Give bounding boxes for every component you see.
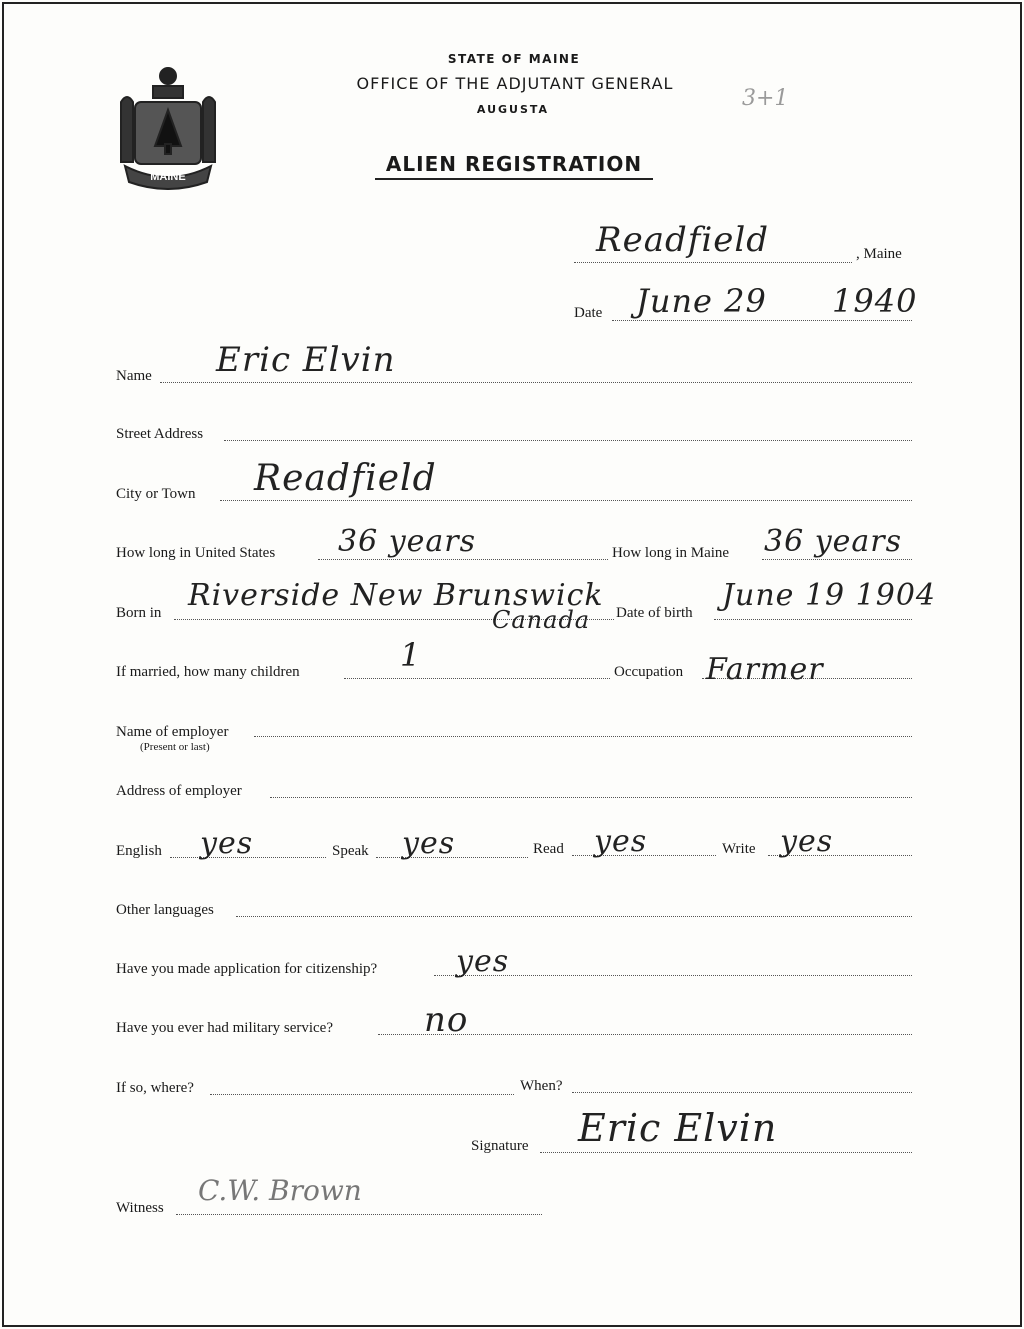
witness-value: C.W. Brown bbox=[198, 1174, 362, 1207]
born-in-label: Born in bbox=[116, 605, 162, 621]
witness-label: Witness bbox=[116, 1200, 164, 1216]
employer-line bbox=[254, 736, 912, 737]
form-title: ALIEN REGISTRATION bbox=[385, 152, 643, 176]
name-label: Name bbox=[116, 368, 152, 384]
date-year-value: 1940 bbox=[832, 282, 918, 320]
children-line bbox=[344, 678, 610, 679]
born-in-value: Riverside New Brunswick bbox=[188, 578, 604, 613]
town-line bbox=[574, 262, 852, 263]
state-heading: STATE OF MAINE bbox=[447, 52, 581, 66]
street-label: Street Address bbox=[116, 426, 204, 442]
signature-label: Signature bbox=[471, 1138, 529, 1154]
city-town-label: City or Town bbox=[116, 486, 196, 502]
date-of-birth-value: June 19 1904 bbox=[722, 578, 937, 613]
city-heading: AUGUSTA bbox=[476, 103, 550, 116]
how-long-maine-line bbox=[762, 559, 912, 560]
military-label: Have you ever had military service? bbox=[116, 1020, 333, 1036]
date-value: June 29 bbox=[636, 282, 767, 320]
date-of-birth-line bbox=[714, 619, 912, 620]
where-line bbox=[210, 1094, 514, 1095]
read-value: yes bbox=[594, 824, 648, 859]
name-value: Eric Elvin bbox=[216, 340, 396, 380]
title-underline bbox=[375, 178, 653, 180]
city-town-value: Readfield bbox=[254, 458, 437, 499]
read-label: Read bbox=[533, 841, 564, 857]
how-long-us-line bbox=[318, 559, 608, 560]
citizenship-label: Have you made application for citizenship? bbox=[116, 961, 378, 977]
date-line bbox=[612, 320, 912, 321]
signature-line bbox=[540, 1152, 912, 1153]
speak-value: yes bbox=[402, 826, 456, 861]
other-languages-line bbox=[236, 916, 912, 917]
witness-line bbox=[176, 1214, 542, 1215]
children-label: If married, how many children bbox=[116, 664, 300, 680]
date-label: Date bbox=[574, 305, 603, 321]
employer-address-line bbox=[270, 797, 912, 798]
street-line bbox=[224, 440, 912, 441]
town-value: Readfield bbox=[596, 220, 769, 260]
occupation-label: Occupation bbox=[614, 664, 684, 680]
english-label: English bbox=[116, 843, 162, 859]
how-long-maine-value: 36 years bbox=[764, 524, 903, 559]
when-line bbox=[572, 1092, 912, 1093]
name-line bbox=[160, 382, 912, 383]
employer-label: Name of employer bbox=[116, 724, 229, 740]
military-value: no bbox=[424, 1000, 469, 1040]
occupation-value: Farmer bbox=[706, 652, 824, 687]
how-long-us-label: How long in United States bbox=[116, 545, 276, 561]
margin-note: 3+1 bbox=[742, 86, 789, 111]
office-heading: OFFICE OF THE ADJUTANT GENERAL bbox=[356, 74, 674, 93]
employer-address-label: Address of employer bbox=[116, 783, 242, 799]
signature-value: Eric Elvin bbox=[578, 1106, 778, 1150]
date-of-birth-label: Date of birth bbox=[616, 605, 693, 621]
english-value: yes bbox=[200, 826, 254, 861]
when-label: When? bbox=[520, 1078, 563, 1094]
where-label: If so, where? bbox=[116, 1080, 194, 1096]
children-value: 1 bbox=[400, 636, 422, 674]
city-town-line bbox=[220, 500, 912, 501]
citizenship-value: yes bbox=[456, 944, 510, 979]
write-label: Write bbox=[722, 841, 756, 857]
write-value: yes bbox=[780, 824, 834, 859]
how-long-us-value: 36 years bbox=[338, 524, 477, 559]
employer-note: (Present or last) bbox=[140, 741, 210, 753]
seal-banner-text: MAINE bbox=[150, 171, 186, 183]
speak-label: Speak bbox=[332, 843, 369, 859]
maine-label: , Maine bbox=[856, 246, 902, 262]
how-long-maine-label: How long in Maine bbox=[612, 545, 730, 561]
born-country-value: Canada bbox=[492, 606, 591, 634]
other-languages-label: Other languages bbox=[116, 902, 214, 918]
